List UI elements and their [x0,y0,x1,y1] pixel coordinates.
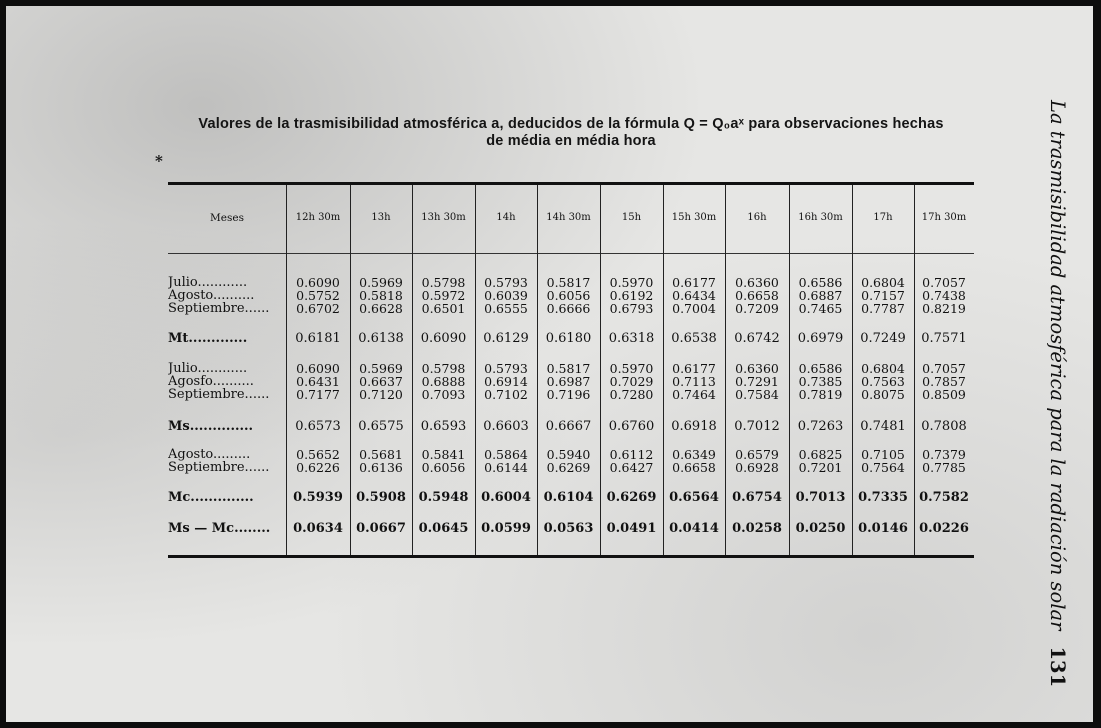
table-cell: 0.6226 [296,460,340,475]
row-label-mean: Mt............. [168,332,248,345]
table-header-rule [168,253,974,254]
table-cell: 0.5972 [421,288,466,303]
row-label-mean: Ms.............. [168,420,254,433]
table-cell: 0.5818 [359,288,403,303]
table-cell: 0.5652 [296,447,340,462]
row-label: Septiembre...... [168,302,270,315]
table-title-line-2: de média en média hora [486,133,656,149]
table-cell: 0.7785 [922,460,966,475]
table-cell: 0.7029 [609,374,654,389]
table-cell: 0.6349 [672,447,716,462]
table-cell: 0.5817 [546,275,591,290]
table-cell: 0.6979 [797,331,844,346]
table-cell: 0.6628 [359,301,403,316]
table-cell: 0.6888 [421,374,466,389]
column-header: 15h 30m [671,212,717,223]
table-cell: 0.7564 [861,460,905,475]
table-cell: 0.6090 [296,275,340,290]
table-cell: 0.6825 [798,447,843,462]
table-cell: 0.6760 [608,419,655,434]
table-cell: 0.6575 [358,419,404,434]
table-cell: 0.0667 [356,521,406,536]
table-cell: 0.5864 [484,447,528,462]
table-cell: 0.6318 [608,331,655,346]
table-cell: 0.6603 [483,419,529,434]
document-page [6,6,1093,722]
table-cell: 0.6136 [359,460,403,475]
table-cell: 0.7335 [858,490,908,505]
table-title [166,116,976,150]
table-cell: 0.7105 [861,447,905,462]
table-cell: 0.6914 [484,374,528,389]
table-cell: 0.6434 [672,288,716,303]
table-cell: 0.6056 [546,288,591,303]
table-cell: 0.7291 [735,374,779,389]
table-cell: 0.6104 [543,490,594,505]
table-cell: 0.6667 [545,419,592,434]
table-cell: 0.8509 [922,387,966,402]
table-cell: 0.6593 [420,419,467,434]
table-cell: 0.5752 [296,288,340,303]
column-header: 14h [496,212,516,223]
table-cell: 0.0414 [669,521,719,536]
page-number: 131 [1046,646,1069,688]
table-cell: 0.7465 [798,301,843,316]
table-cell: 0.0599 [481,521,531,536]
table-cell: 0.6754 [732,490,782,505]
column-header: 16h [747,212,767,223]
column-header: 16h 30m [798,212,843,223]
table-cell: 0.7057 [922,275,966,290]
row-label: Julio............ [168,276,248,289]
table-cell: 0.6555 [484,301,528,316]
table-cell: 0.0250 [795,521,846,536]
table-cell: 0.6586 [798,275,843,290]
table-cell: 0.7582 [919,490,969,505]
table-cell: 0.6666 [546,301,591,316]
table-cell: 0.6431 [296,374,340,389]
table-cell: 0.6138 [358,331,404,346]
row-label: Septiembre...... [168,388,270,401]
row-label-mean: Mc.............. [168,491,254,504]
table-cell: 0.6637 [359,374,403,389]
asterisk-marker: * [155,152,163,170]
table-cell: 0.5970 [609,275,654,290]
table-cell: 0.6192 [609,288,654,303]
table-cell: 0.7563 [861,374,905,389]
table-cell: 0.7093 [421,387,466,402]
table-cell: 0.7481 [860,419,906,434]
table-cell: 0.0258 [732,521,782,536]
table-cell: 0.6129 [483,331,529,346]
table-cell: 0.5841 [421,447,466,462]
table-cell: 0.7819 [798,387,843,402]
table-cell: 0.7464 [672,387,716,402]
table-cell: 0.6987 [546,374,591,389]
table-cell: 0.5908 [356,490,406,505]
table-cell: 0.6180 [545,331,592,346]
row-label: Julio............ [168,362,248,375]
table-cell: 0.7263 [797,419,844,434]
column-header: 12h 30m [295,212,341,223]
table-cell: 0.5798 [421,275,466,290]
column-header: 14h 30m [546,212,591,223]
table-cell: 0.6658 [735,288,779,303]
table-cell: 0.7201 [798,460,843,475]
table-cell: 0.6004 [481,490,531,505]
table-cell: 0.6804 [861,361,905,376]
table-cell: 0.7120 [359,387,403,402]
table-cell: 0.0146 [858,521,908,536]
table-cell: 0.0634 [293,521,343,536]
column-header: 13h 30m [421,212,466,223]
transmissibility-table [168,182,974,558]
table-cell: 0.6742 [734,331,780,346]
table-cell: 0.5970 [609,361,654,376]
table-cell: 0.5940 [546,447,591,462]
table-cell: 0.7113 [672,374,716,389]
table-cell: 0.7787 [861,301,905,316]
table-cell: 0.6564 [669,490,719,505]
table-cell: 0.6144 [484,460,528,475]
table-cell: 0.6056 [421,460,466,475]
table-cell: 0.5939 [293,490,343,505]
table-cell: 0.7385 [798,374,843,389]
table-cell: 0.6579 [735,447,779,462]
table-cell: 0.7249 [860,331,906,346]
table-cell: 0.6538 [671,331,717,346]
table-cell: 0.5681 [359,447,403,462]
table-cell: 0.7004 [672,301,716,316]
column-header: 17h 30m [921,212,967,223]
table-cell: 0.6181 [295,331,341,346]
table-cell: 0.6360 [735,361,779,376]
table-cell: 0.0491 [606,521,657,536]
table-cell: 0.5817 [546,361,591,376]
table-cell: 0.6702 [296,301,340,316]
table-cell: 0.6112 [609,447,654,462]
table-cell: 0.7438 [922,288,966,303]
table-cell: 0.7584 [735,387,779,402]
table-cell: 0.7280 [609,387,654,402]
column-header: 17h [873,212,893,223]
table-cell: 0.7857 [922,374,966,389]
table-cell: 0.7102 [484,387,528,402]
table-cell: 0.5793 [484,275,528,290]
table-cell: 0.5948 [418,490,469,505]
row-label: Agosto......... [168,448,251,461]
table-cell: 0.7157 [861,288,905,303]
table-cell: 0.7808 [921,419,967,434]
table-cell: 0.6177 [672,361,716,376]
table-cell: 0.6177 [672,275,716,290]
table-cell: 0.6793 [609,301,654,316]
table-cell: 0.6804 [861,275,905,290]
table-cell: 0.8075 [861,387,905,402]
table-cell: 0.6887 [798,288,843,303]
table-cell: 0.7013 [795,490,846,505]
row-label: Agosfo.......... [168,375,254,388]
table-cell: 0.6501 [421,301,466,316]
table-cell: 0.0563 [543,521,594,536]
header-meses: Meses [210,212,244,224]
table-cell: 0.7196 [546,387,591,402]
table-cell: 0.0226 [919,521,969,536]
table-cell: 0.5969 [359,361,403,376]
table-cell: 0.6269 [606,490,657,505]
table-cell: 0.7379 [922,447,966,462]
table-cell: 0.5793 [484,361,528,376]
table-bottom-rule [168,555,974,558]
column-header: 13h [371,212,391,223]
table-cell: 0.8219 [922,301,966,316]
table-cell: 0.5969 [359,275,403,290]
table-cell: 0.6090 [296,361,340,376]
table-cell: 0.5798 [421,361,466,376]
table-title-line-1: Valores de la trasmisibilidad atmosférica a, deducidos de la fórmula Q = Q₀aˣ para observaciones hechas [198,116,944,132]
side-caption: La trasmisibilidad atmosférica para la radiación solar [1046,100,1069,631]
row-label: Septiembre...... [168,461,270,474]
table-cell: 0.6360 [735,275,779,290]
table-cell: 0.6658 [672,460,716,475]
table-cell: 0.0645 [418,521,469,536]
row-label: Agosto.......... [168,289,255,302]
table-cell: 0.6928 [735,460,779,475]
table-cell: 0.6269 [546,460,591,475]
table-cell: 0.7209 [735,301,779,316]
table-cell: 0.6090 [420,331,467,346]
table-top-rule [168,182,974,185]
table-cell: 0.7012 [734,419,780,434]
table-cell: 0.6918 [671,419,717,434]
table-cell: 0.7571 [921,331,967,346]
table-cell: 0.7057 [922,361,966,376]
column-header: 15h [621,212,642,223]
table-cell: 0.6586 [798,361,843,376]
row-label-mean: Ms — Mc........ [168,522,271,535]
table-cell: 0.6573 [295,419,341,434]
table-cell: 0.7177 [296,387,340,402]
table-cell: 0.6039 [484,288,528,303]
table-cell: 0.6427 [609,460,654,475]
